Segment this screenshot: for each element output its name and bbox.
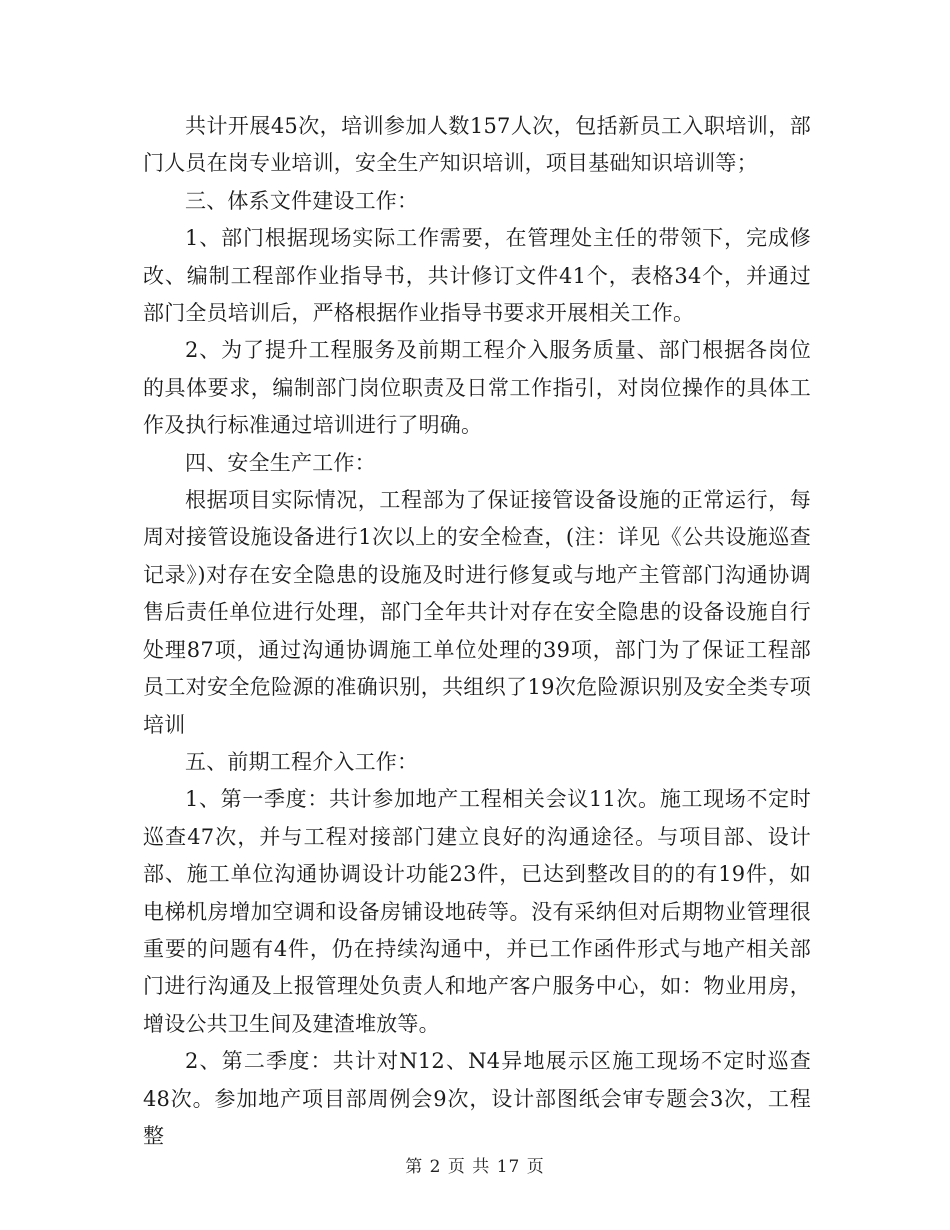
page-number-footer: 第 2 页 共 17 页 — [405, 1157, 545, 1177]
heading-early-intervention: 五、前期工程介入工作： — [185, 749, 419, 774]
paragraph-second-quarter: 2、第二季度：共计对N12、N4异地展示区施工现场不定时巡查48次。参加地产项目部周例会9次，设计部图纸会审专题会3次，工程整 — [143, 1049, 811, 1148]
paragraph-job-responsibilities: 2、为了提升工程服务及前期工程介入服务质量、部门根据各岗位的具体要求，编制部门岗位职责及日常工作指引，对岗位操作的具体工作及执行标准通过培训进行了明确。 — [143, 338, 811, 438]
heading-system-documents: 三、体系文件建设工作： — [185, 188, 419, 213]
heading-safety-production: 四、安全生产工作： — [185, 450, 376, 475]
paragraph-work-instructions: 1、部门根据现场实际工作需要，在管理处主任的带领下，完成修改、编制工程部作业指导书，共计修订文件41个，表格34个，并通过部门全员培训后，严格根据作业指导书要求开展相关工作。 — [143, 226, 811, 326]
paragraph-safety-inspection: 根据项目实际情况，工程部为了保证接管设备设施的正常运行，每周对接管设施设备进行1次以上的安全检查，(注：详见《公共设施巡查记录》)对存在安全隐患的设施及时进行修复或与地产主管部门沟通协调售后责任单位进行处理，部门全年共计对存在安全隐患的设备设施自行处理87项，通过沟通协调施工单位处理的39项，部门为了保证工程部员工对安全危险源的准确识别，共组织了19次危险源识别及安全类专项培训 — [143, 488, 811, 737]
document-body — [143, 108, 811, 1155]
paragraph-first-quarter: 1、第一季度：共计参加地产工程相关会议11次。施工现场不定时巡查47次，并与工程对接部门建立良好的沟通途径。与项目部、设计部、施工单位沟通协调设计功能23件，已达到整改目的的有19件，如电梯机房增加空调和设备房铺设地砖等。没有采纳但对后期物业管理很重要的问题有4件，仍在持续沟通中，并已工作函件形式与地产相关部门进行沟通及上报管理处负责人和地产客户服务中心，如：物业用房，增设公共卫生间及建渣堆放等。 — [143, 787, 811, 1036]
paragraph-training-summary: 共计开展45次，培训参加人数157人次，包括新员工入职培训，部门人员在岗专业培训，安全生产知识培训，项目基础知识培训等； — [143, 114, 811, 176]
